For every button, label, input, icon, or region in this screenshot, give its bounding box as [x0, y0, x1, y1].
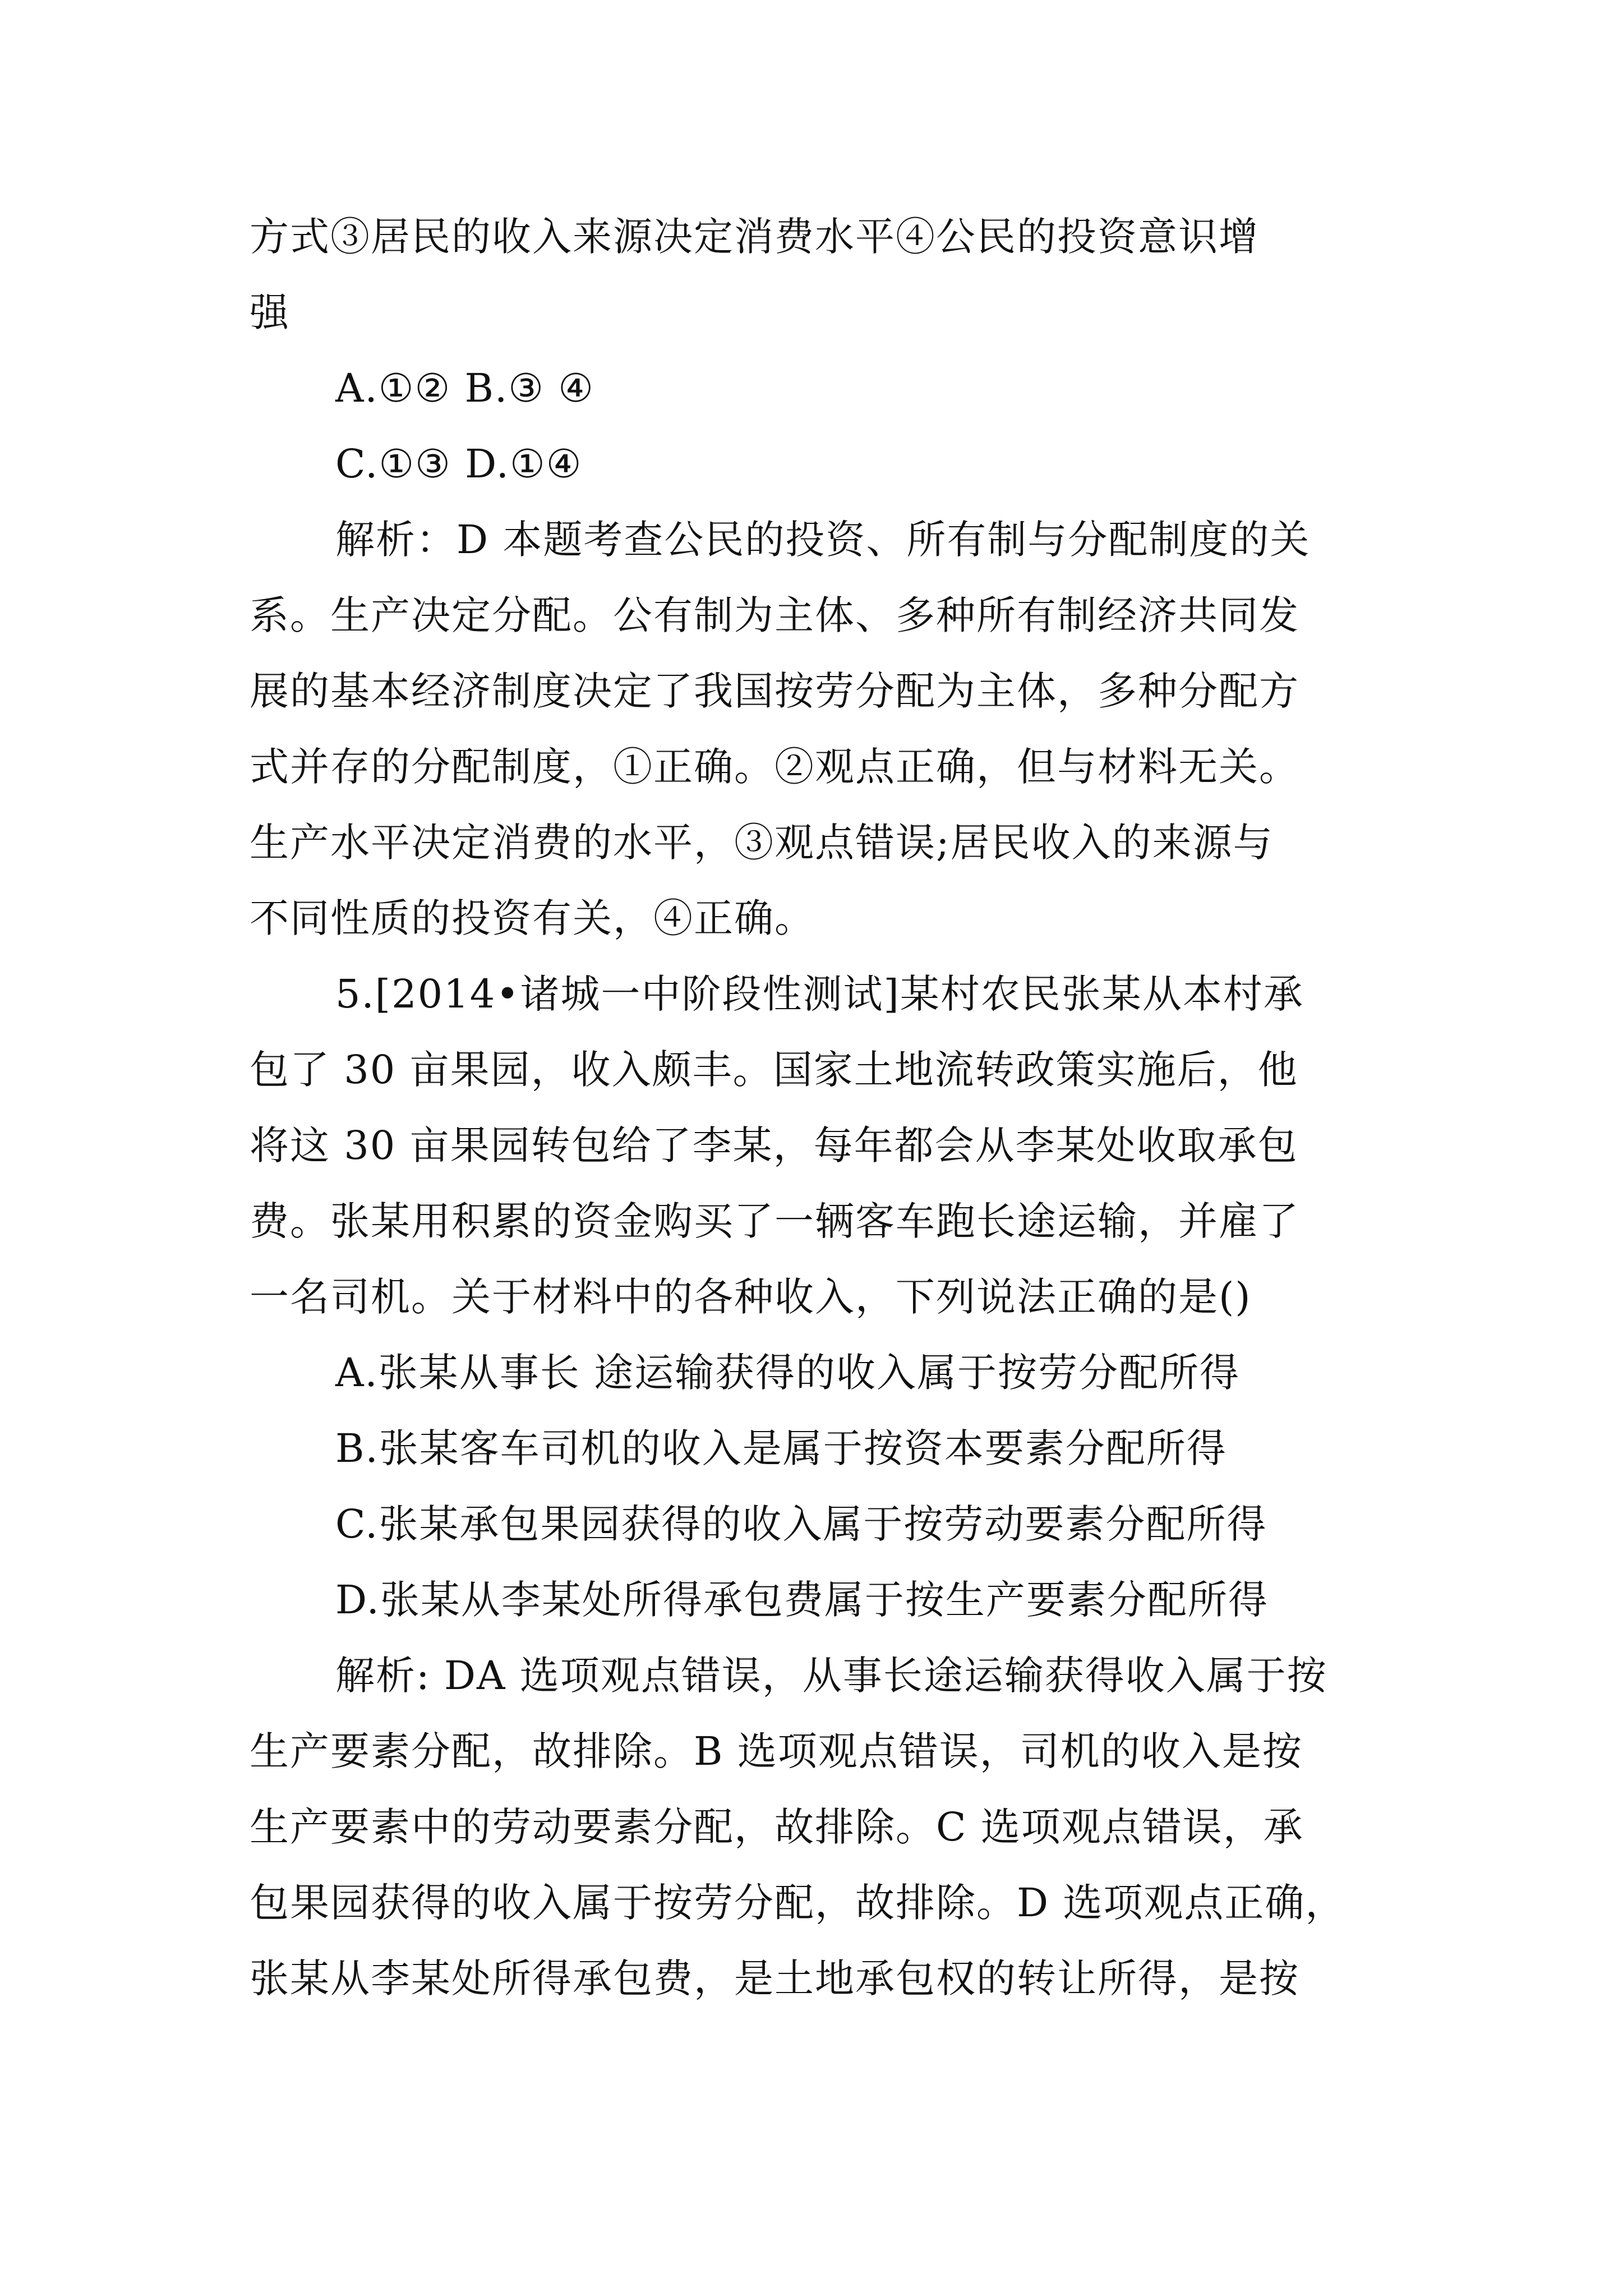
text-line: 将这 30 亩果园转包给了李某，每年都会从李某处收取承包	[250, 1122, 1298, 1168]
option-line: C.张某承包果园获得的收入属于按劳动要素分配所得	[335, 1501, 1267, 1547]
analysis-line: 解析：D 本题考查公民的投资、所有制与分配制度的关	[335, 517, 1311, 563]
text-line: 包了 30 亩果园，收入颇丰。国家土地流转政策实施后，他	[250, 1047, 1298, 1093]
option-line: C.①③ D.①④	[335, 441, 583, 487]
option-line: B.张某客车司机的收入是属于按资本要素分配所得	[335, 1425, 1227, 1471]
option-line: A.①② B.③ ④	[335, 365, 595, 411]
text-line: 不同性质的投资有关，④正确。	[250, 895, 815, 941]
text-line: 展的基本经济制度决定了我国按劳分配为主体，多种分配方	[250, 668, 1299, 714]
analysis-line: 解析: DA 选项观点错误，从事长途运输获得收入属于按	[335, 1653, 1327, 1699]
text-line: 费。张某用积累的资金购买了一辆客车跑长途运输，并雇了	[250, 1198, 1299, 1244]
text-line: 方式③居民的收入来源决定消费水平④公民的投资意识增	[250, 214, 1259, 260]
text-line: 强	[250, 289, 290, 335]
text-line: 生产水平决定消费的水平，③观点错误;居民收入的来源与	[250, 820, 1274, 866]
question-line: 5.[2014•诸城一中阶段性测试]某村农民张某从本村承	[335, 971, 1304, 1017]
text-line: 张某从李某处所得承包费，是土地承包权的转让所得，是按	[250, 1955, 1299, 2001]
text-line: 一名司机。关于材料中的各种收入，下列说法正确的是()	[250, 1274, 1252, 1320]
text-line: 式并存的分配制度，①正确。②观点正确，但与材料无关。	[250, 744, 1299, 790]
option-line: D.张某从李某处所得承包费属于按生产要素分配所得	[335, 1577, 1269, 1623]
text-line: 生产要素中的劳动要素分配，故排除。C 选项观点错误，承	[250, 1804, 1304, 1850]
option-line: A.张某从事长 途运输获得的收入属于按劳分配所得	[335, 1350, 1241, 1396]
text-line: 系。生产决定分配。公有制为主体、多种所有制经济共同发	[250, 592, 1299, 638]
text-line: 包果园获得的收入属于按劳分配，故排除。D 选项观点正确，	[250, 1880, 1346, 1926]
text-line: 生产要素分配，故排除。B 选项观点错误，司机的收入是按	[250, 1728, 1303, 1774]
